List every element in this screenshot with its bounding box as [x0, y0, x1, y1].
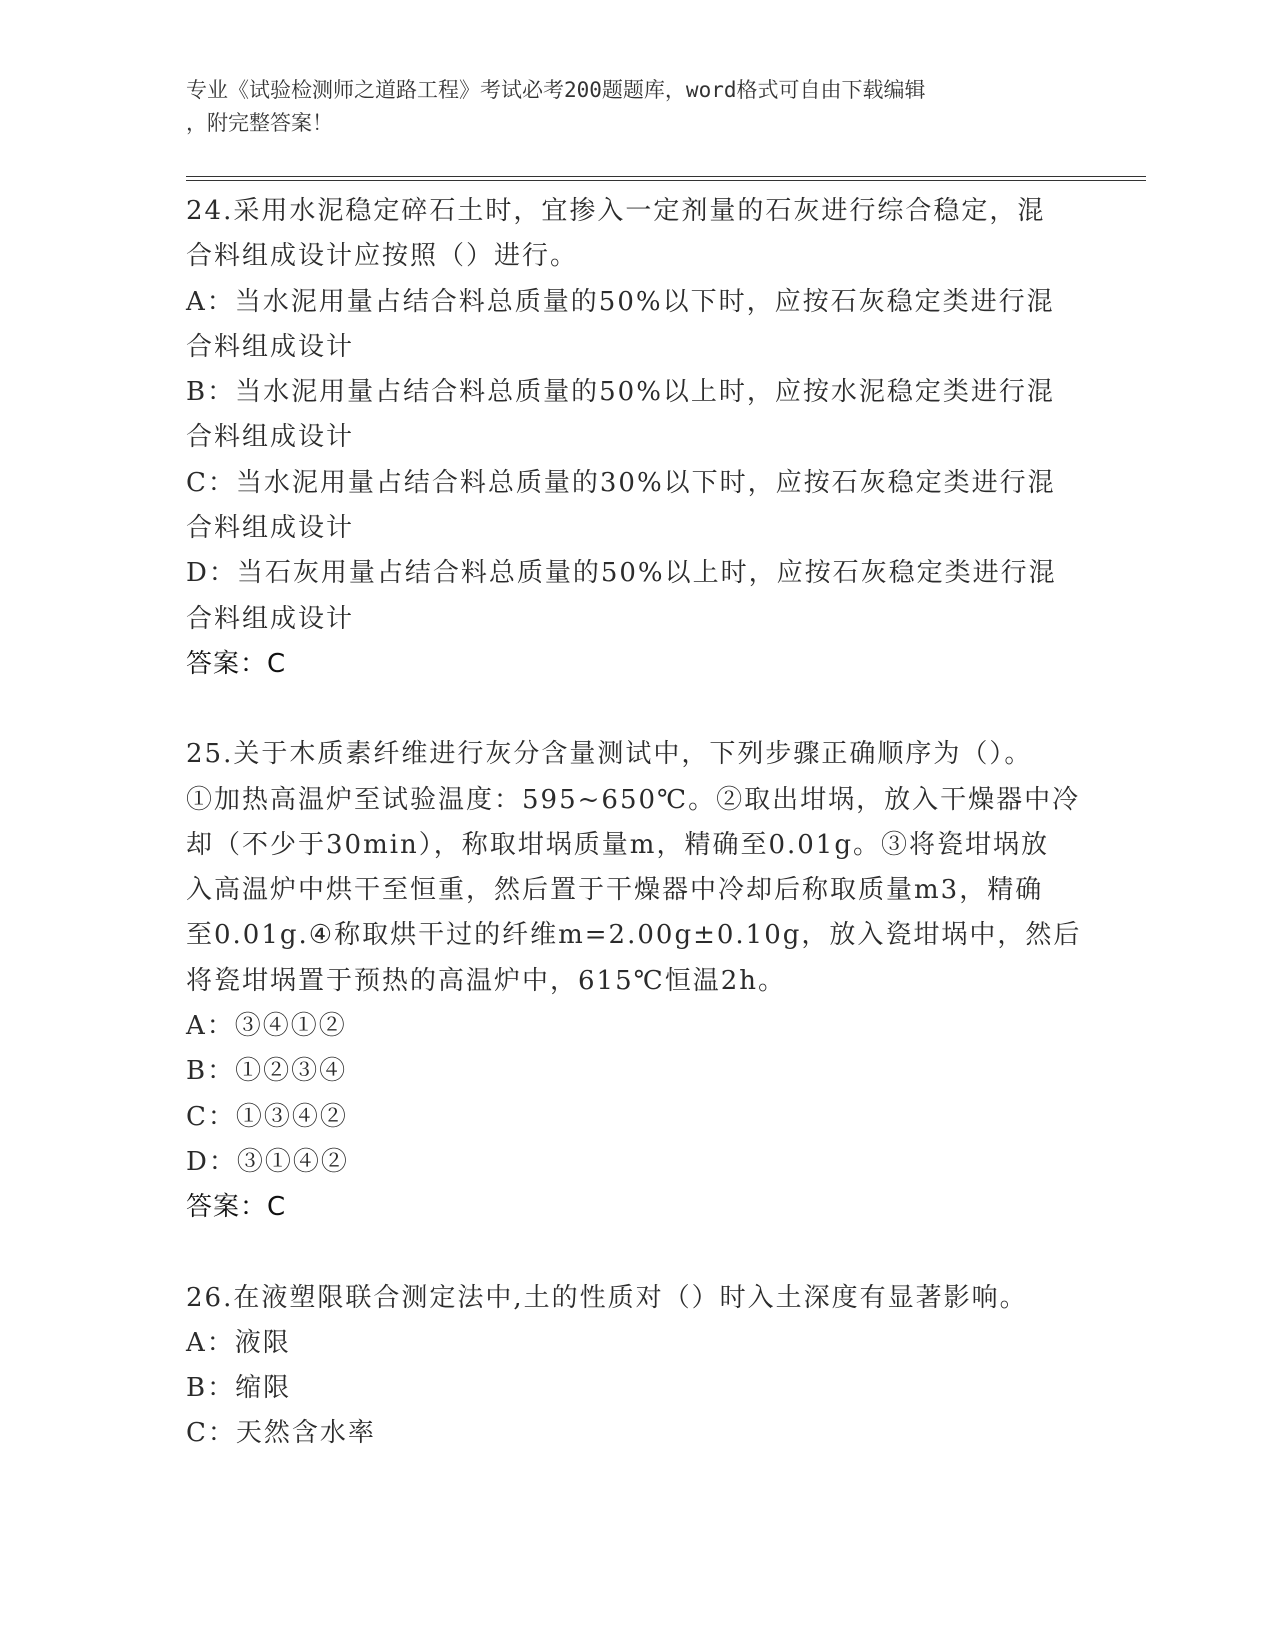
option-d: D：③①④②	[186, 1146, 349, 1177]
question-stem-line: ①加热高温炉至试验温度：595~650℃。②取出坩埚，放入干燥器中冷	[186, 784, 1081, 815]
option-a: A：③④①②	[186, 1011, 347, 1042]
option-b: B：①②③④	[186, 1056, 348, 1087]
option-a: A：液限	[186, 1327, 291, 1358]
header-title-continuation: ，附完整答案！	[186, 111, 333, 135]
question-stem-line: 26.在液塑限联合测定法中,土的性质对（）时入土深度有显著影响。	[186, 1282, 1028, 1313]
option-c-continuation: 合料组成设计	[186, 513, 355, 544]
question-24	[186, 189, 1076, 687]
option-b-continuation: 合料组成设计	[186, 422, 355, 453]
option-d: D：当石灰用量占结合料总质量的50%以上时，应按石灰稳定类进行混	[186, 558, 1057, 589]
question-list	[186, 189, 1082, 1457]
question-stem-line: 合料组成设计应按照（）进行。	[186, 241, 579, 272]
question-25	[186, 732, 1082, 1230]
answer-label: 答案：C	[186, 1192, 287, 1223]
option-c: C：当水泥用量占结合料总质量的30%以下时，应按石灰稳定类进行混	[186, 467, 1056, 498]
question-26	[186, 1276, 1076, 1457]
question-stem-line: 24.采用水泥稳定碎石土时，宜掺入一定剂量的石灰进行综合稳定，混	[186, 196, 1046, 226]
header-double-rule	[186, 176, 1146, 181]
option-c: C：①③④②	[186, 1101, 348, 1132]
option-b: B：缩限	[186, 1373, 292, 1404]
answer-label: 答案：C	[186, 648, 287, 679]
question-stem-line: 25.关于木质素纤维进行灰分含量测试中，下列步骤正确顺序为（）。	[186, 739, 1033, 770]
option-c: C：天然含水率	[186, 1418, 376, 1449]
option-a-continuation: 合料组成设计	[186, 331, 355, 362]
option-b: B：当水泥用量占结合料总质量的50%以上时，应按水泥稳定类进行混	[186, 377, 1055, 408]
question-stem-line: 将瓷坩埚置于预热的高温炉中，615℃恒温2h。	[186, 965, 786, 996]
option-d-continuation: 合料组成设计	[186, 603, 355, 634]
header-title-line: 专业《试验检测师之道路工程》考试必考200题题库，word格式可自由下载编辑	[186, 78, 926, 102]
option-a: A：当水泥用量占结合料总质量的50%以下时，应按石灰稳定类进行混	[186, 286, 1055, 317]
question-stem-line: 却（不少于30min），称取坩埚质量m，精确至0.01g。③将瓷坩埚放	[186, 829, 1049, 860]
question-stem-line: 至0.01g.④称取烘干过的纤维m=2.00g±0.10g，放入瓷坩埚中，然后	[186, 920, 1082, 951]
question-stem-line: 入高温炉中烘干至恒重，然后置于干燥器中冷却后称取质量m3，精确	[186, 875, 1044, 906]
document-header	[186, 74, 1066, 140]
